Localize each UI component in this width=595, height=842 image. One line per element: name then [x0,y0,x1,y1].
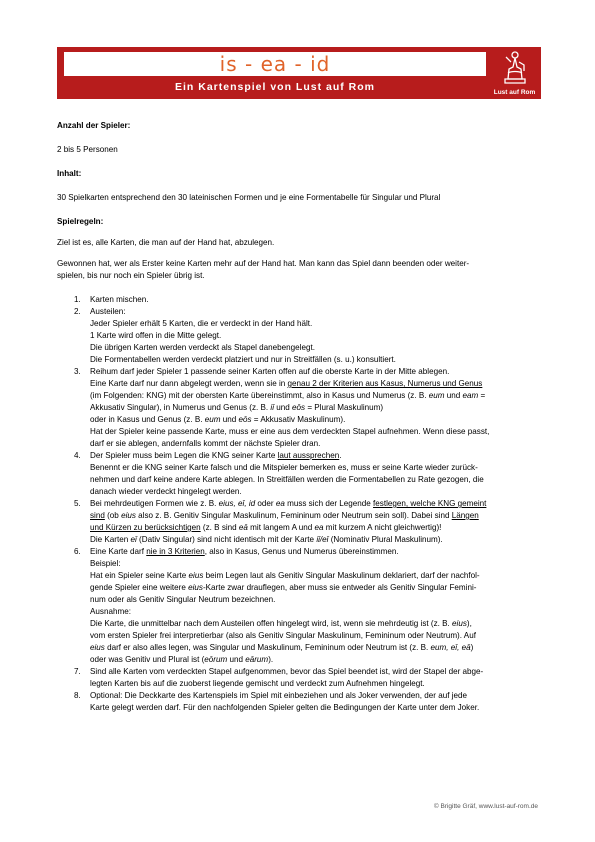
rule-item [57,450,541,498]
rule-item [57,366,541,450]
content-heading: Inhalt: [57,169,82,178]
document-body [57,120,541,714]
logo [488,47,541,99]
rule-line: vom ersten Spieler frei interpretierbar (also als Genitiv Singular Maskulinum, Femininum oder Neutrum). Auf [90,631,476,640]
rule-item [57,690,541,714]
rule-line: Eine Karte darf nur dann abgelegt werden, wenn sie in genau 2 der Kriterien aus Kasus, Numerus und Genus [90,379,483,388]
logo-text: Lust auf Rom [493,89,536,96]
win-text-line-2: spielen, bis nur noch ein Spieler übrig ist. [57,271,205,280]
page-title: is - ea - id [219,52,331,76]
rule-line: gende Spieler eine weitere eius-Karte zwar drauflegen, aber muss sie entweder als Genitiv Singular Femini- [90,583,477,592]
rule-line: Hat ein Spieler seine Karte eius beim Legen laut als Genitiv Singular Maskulinum deklariert, darf der nachfol- [90,571,480,580]
rule-number: 1. [74,295,81,304]
rule-line: Akkusativ Singular), in Numerus und Genus (z. B. iī und eōs = Plural Maskulinum) [90,403,384,412]
rule-line: 1 Karte wird offen in die Mitte gelegt. [90,331,222,340]
players-heading: Anzahl der Spieler: [57,121,131,130]
page-subtitle: Ein Kartenspiel von Lust auf Rom [174,81,376,93]
rule-line: Karten mischen. [90,295,149,304]
goal-text: Ziel ist es, alle Karten, die man auf der Hand hat, abzulegen. [57,238,275,247]
rule-line: Die Formentabellen werden verdeckt platziert und nur in Streitfällen (s. u.) konsultiert. [90,355,396,364]
rule-line: legten Karten bis auf die zuoberst liegende gemischt und verdeckt zum Aufnehmen hingelegt. [90,679,425,688]
rule-line: darf er sie ablegen, andernfalls kommt der nächste Spieler dran. [90,439,321,448]
rules-list [57,294,541,714]
rule-line: Optional: Die Deckkarte des Kartenspiels im Spiel mit einbeziehen und als Joker verwenden, der auf jede [90,691,468,700]
rule-line: oder in Kasus und Genus (z. B. eum und eōs = Akkusativ Maskulinum). [90,415,346,424]
rule-item [57,306,541,366]
rule-line: sind (ob eius also z. B. Genitiv Singular Maskulinum, Femininum oder Neutrum sein soll). Dabei sind Längen [90,511,479,520]
rule-line: Ausnahme: [90,607,131,616]
content-value: 30 Spielkarten entsprechend den 30 lateinischen Formen und je eine Formentabelle für Singular und Plural [57,193,441,202]
rule-line: Die Karten eī (Dativ Singular) sind nicht identisch mit der Karte iī/eī (Nominativ Plural Maskulinum). [90,535,443,544]
rule-line: Karte gelegt werden darf. Für den nachfolgenden Spieler gelten die Bedingungen der Karte unter dem Joker. [90,703,480,712]
players-value: 2 bis 5 Personen [57,145,118,154]
rule-line: Die übrigen Karten werden verdeckt als Stapel danebengelegt. [90,343,315,352]
rule-number: 8. [74,691,81,700]
rule-item [57,294,541,306]
rule-line: Bei mehrdeutigen Formen wie z. B. eius, eī, id oder ea muss sich der Legende festlegen, welche KNG gemeint [90,499,487,508]
rule-item [57,666,541,690]
rule-line: Benennt er die KNG seiner Karte falsch und die Mitspieler bemerken es, muss er seine Karte wieder zurück- [90,463,478,472]
header-banner [57,47,541,99]
rule-number: 6. [74,547,81,556]
rule-line: Reihum darf jeder Spieler 1 passende seiner Karten offen auf die oberste Karte in der Mitte ablegen. [90,367,450,376]
rule-line: Der Spieler muss beim Legen die KNG seiner Karte laut aussprechen. [90,451,342,460]
rule-number: 2. [74,307,81,316]
rule-line: nehmen und darf keine andere Karte ablegen. In Streitfällen werden die Formentabellen zu Rate gezogen, die [90,475,484,484]
rule-line: Austeilen: [90,307,126,316]
rule-line: (im Folgenden: KNG) mit der obersten Karte übereinstimmt, also in Kasus und Numerus (z. B. eum und eam = [90,391,486,400]
rule-line: Beispiel: [90,559,121,568]
statue-icon [500,49,530,85]
rule-line: eius darf er also alles legen, was Singular und Maskulinum, Femininum oder Neutrum ist (z. B. eum, eī, eā) [90,643,474,652]
footer-copyright: © Brigitte Gräf, www.lust-auf-rom.de [433,803,538,810]
rule-number: 4. [74,451,81,460]
rule-line: oder was Genitiv und Plural ist (eōrum und eārum). [90,655,274,664]
rule-line: und Kürzen zu berücksichtigen (z. B sind eā mit langem A und ea mit kurzem A nicht gleichwertig)! [90,523,442,532]
rule-line: Die Karte, die unmittelbar nach dem Austeilen offen hingelegt wird, ist, wenn sie mehrdeutig ist (z. B. eius), [90,619,472,628]
rule-number: 5. [74,499,81,508]
rule-line: Hat der Spieler keine passende Karte, muss er eine aus dem verdeckten Stapel aufnehmen. Wenn diese passt, [90,427,490,436]
rule-line: num oder als Genitiv Singular Neutrum bezeichnen. [90,595,276,604]
rule-line: Sind alle Karten vom verdeckten Stapel aufgenommen, bevor das Spiel beendet ist, wird der Stapel der abge- [90,667,484,676]
rule-line: Eine Karte darf nie in 3 Kriterien, also in Kasus, Genus und Numerus übereinstimmen. [90,547,399,556]
title-box [64,52,486,76]
win-text-line-1: Gewonnen hat, wer als Erster keine Karten mehr auf der Hand hat. Man kann das Spiel dann beenden oder weiter- [57,259,470,268]
rule-line: danach wieder verdeckt hingelegt werden. [90,487,242,496]
rule-item [57,498,541,546]
rule-number: 7. [74,667,81,676]
rules-heading: Spielregeln: [57,217,104,226]
rule-number: 3. [74,367,81,376]
rule-line: Jeder Spieler erhält 5 Karten, die er verdeckt in der Hand hält. [90,319,313,328]
rule-item [57,546,541,666]
